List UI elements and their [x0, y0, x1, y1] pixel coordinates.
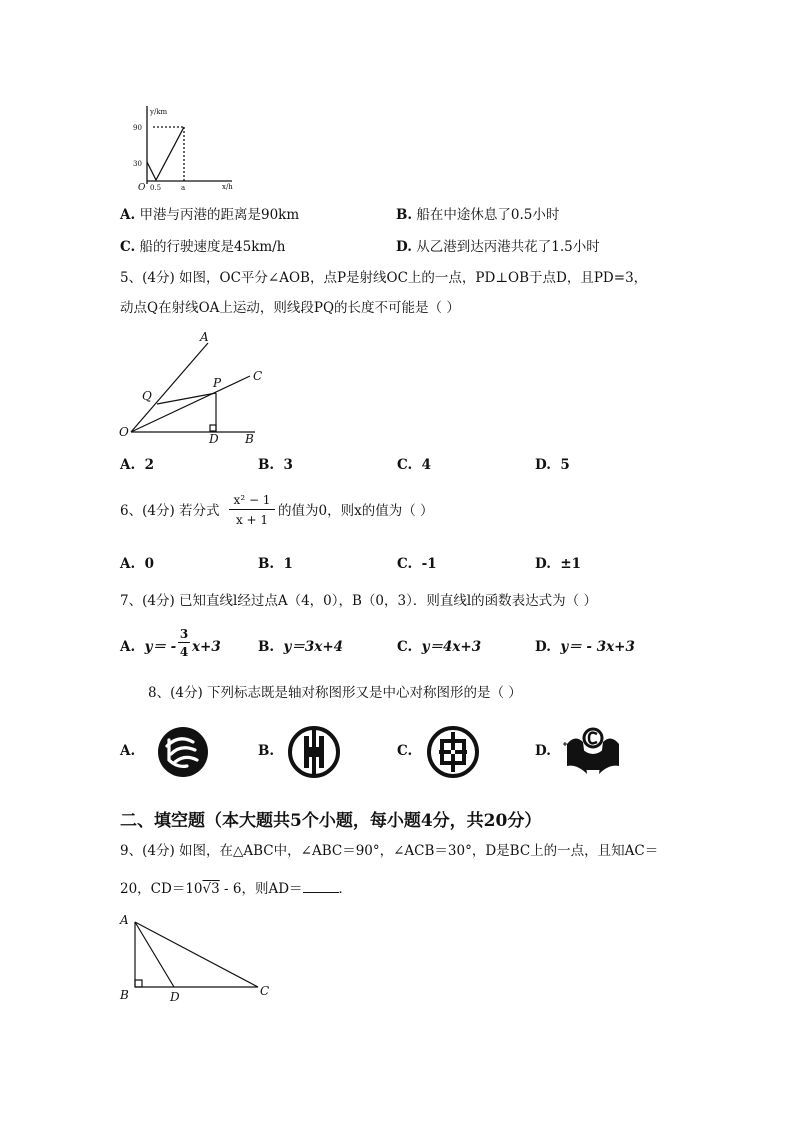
label-d: D — [170, 990, 180, 1004]
graph-tick-90: 90 — [133, 124, 142, 132]
label-d: D — [209, 432, 219, 446]
q8-letter-b: B. — [258, 743, 275, 759]
graph-origin: O — [138, 183, 146, 193]
label-q: Q — [142, 389, 152, 403]
label-p: P — [213, 376, 222, 390]
graph-tick-a: a — [181, 184, 186, 192]
q7-option-a-post: x+3 — [192, 639, 221, 655]
q7-option-a-numerator: 3 — [179, 627, 189, 641]
q8-letter-c: C. — [397, 743, 413, 759]
graph-tick-30: 30 — [133, 160, 142, 168]
q6-numerator: x² − 1 — [229, 494, 275, 510]
q7-option-d: D. y＝ - 3x+3 — [535, 639, 635, 655]
label-c: C — [260, 984, 270, 998]
q5-stem-line2: 动点Q在射线OA上运动，则线段PQ的长度不可能是（ ） — [120, 300, 460, 316]
q5-stem-line1: 5、(4分) 如图，OC平分∠AOB，点P是射线OC上的一点，PD⊥OB于点D，且PD=3， — [120, 270, 648, 286]
q7-option-b: B. y＝3x+4 — [258, 639, 344, 655]
q4-option-d: D. 从乙港到达丙港共花了1.5小时 — [396, 239, 600, 255]
q6-option-a: A. 0 — [120, 556, 154, 572]
label-b: B — [120, 988, 129, 1002]
q7-stem: 7、(4分) 已知直线l经过点A（4，0），B（0，3）．则直线l的函数表达式为（ ） — [120, 593, 597, 609]
q6-option-b: B. 1 — [258, 556, 293, 572]
label-o: O — [119, 425, 129, 439]
q7-option-c: C. y＝4x+3 — [397, 639, 482, 655]
q4-option-a: A. 甲港与丙港的距离是90km — [120, 207, 300, 223]
q6-option-d: D. ±1 — [535, 556, 582, 572]
q5-option-c: C. 4 — [397, 457, 432, 473]
q7-option-a-denominator: 4 — [179, 645, 189, 659]
q6-stem-pre: 6、(4分) 若分式 — [120, 503, 220, 519]
q6-option-c: C. -1 — [397, 556, 437, 572]
q5-option-d: D. 5 — [535, 457, 570, 473]
label-a: A — [120, 913, 129, 927]
q8-letter-d: D. — [535, 743, 551, 759]
q8-letter-a: A. — [120, 743, 136, 759]
q5-option-a: A. 2 — [120, 457, 154, 473]
q9-stem-line2: 20，CD＝10√3 - 6，则AD＝ ． — [120, 881, 353, 897]
graph-x-label: x/h — [222, 183, 233, 191]
q9-stem-line1: 9、(4分) 如图，在△ABC中，∠ABC＝90°，∠ACB＝30°，D是BC上的一点，且知AC＝ — [120, 843, 659, 859]
q7-option-a: A. y＝ - — [120, 639, 177, 655]
label-c: C — [253, 369, 263, 383]
label-b: B — [245, 432, 254, 446]
q6-stem-post: 的值为0，则x的值为（ ） — [278, 503, 434, 519]
side-ac — [135, 922, 258, 987]
q4-option-b: B. 船在中途休息了0.5小时 — [396, 207, 560, 223]
graph-tick-0-5: 0.5 — [150, 184, 162, 192]
q8-stem: 8、(4分) 下列标志既是轴对称图形又是中心对称图形的是（ ） — [148, 685, 522, 701]
q6-denominator: x + 1 — [235, 513, 269, 527]
q4-option-c: C. 船的行驶速度是45km/h — [120, 239, 286, 255]
graph-y-label: y/km — [150, 108, 168, 116]
q5-option-b: B. 3 — [258, 457, 293, 473]
right-angle-mark-b — [135, 980, 142, 987]
section-2-heading: 二、填空题（本大题共5个小题，每小题4分，共20分） — [120, 811, 542, 831]
label-a: A — [200, 330, 209, 344]
